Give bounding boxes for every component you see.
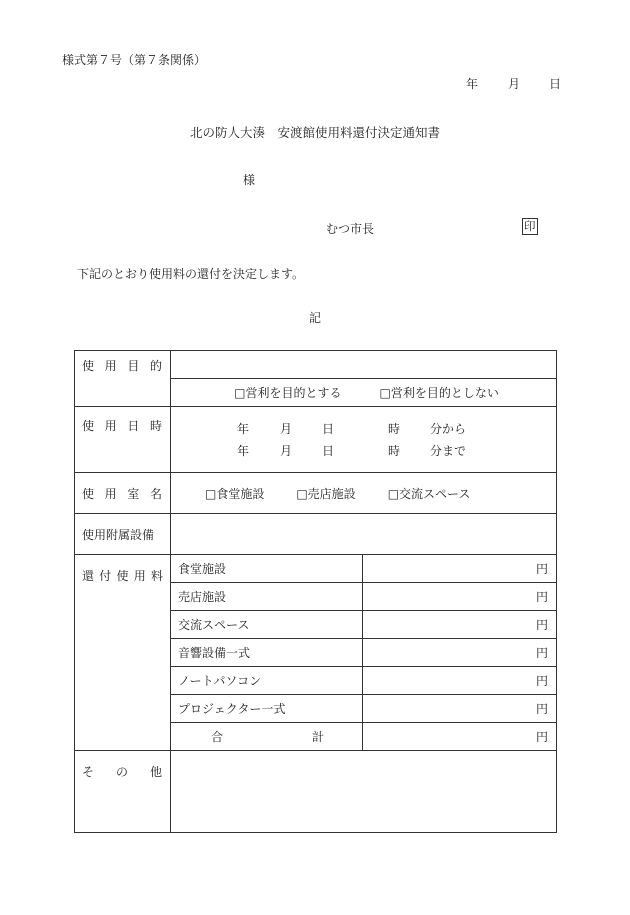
refund-label-char: 用 [133, 569, 146, 583]
seal-mark: 印 [524, 219, 536, 233]
refund-item-amount[interactable]: 円 [363, 639, 557, 667]
to-day: 日 [322, 444, 335, 458]
from-month: 月 [280, 422, 293, 436]
refund-item-name: 食堂施設 [171, 555, 363, 583]
refund-item-name: 売店施設 [171, 583, 363, 611]
datetime-label-char: 時 [149, 419, 162, 433]
purpose-label [75, 351, 171, 407]
datetime-from-line [237, 418, 556, 440]
room-option-dining[interactable]: □食堂施設 [205, 486, 265, 501]
purpose-option-nonprofit[interactable]: □営利を目的としない [379, 386, 499, 400]
room-label-char: 室 [127, 486, 140, 501]
total-label-char: 計 [311, 730, 324, 744]
refund-label-char: 付 [99, 569, 112, 583]
purpose-options-cell [171, 379, 557, 407]
to-hour: 時 [388, 444, 401, 458]
decision-statement: 下記のとおり使用料の還付を決定します。 [77, 267, 305, 281]
room-label-char: 用 [104, 486, 117, 501]
refund-item-amount[interactable]: 円 [363, 695, 557, 723]
datetime-label-char: 使 [82, 419, 95, 433]
other-label [75, 751, 171, 833]
room-label-char: 名 [149, 486, 162, 501]
refund-label-char: 還 [82, 569, 95, 583]
equipment-cell[interactable] [171, 514, 557, 555]
room-label [75, 473, 171, 514]
form-number: 様式第７号（第７条関係） [62, 53, 207, 67]
refund-item-name: 音響設備一式 [171, 639, 363, 667]
from-year: 年 [237, 422, 250, 436]
from-minute: 分から [430, 422, 467, 436]
purpose-text-cell[interactable] [171, 351, 557, 379]
room-label-char: 使 [82, 486, 95, 501]
room-options-cell [171, 473, 557, 514]
datetime-cell[interactable] [171, 407, 557, 473]
purpose-option-profit[interactable]: □営利を目的とする [234, 386, 342, 400]
to-month: 月 [280, 444, 293, 458]
other-cell[interactable] [171, 751, 557, 833]
other-label-char: の [115, 765, 128, 779]
room-option-shop[interactable]: □売店施設 [296, 486, 356, 501]
ki-heading: 記 [309, 311, 322, 325]
addressee-suffix: 様 [243, 173, 256, 187]
total-label-char: 合 [211, 730, 224, 744]
refund-label-char: 料 [150, 569, 163, 583]
datetime-to-line [237, 440, 556, 462]
equipment-label: 使用附属設備 [75, 514, 171, 555]
refund-item-amount[interactable]: 円 [363, 667, 557, 695]
to-minute: 分まで [430, 444, 467, 458]
refund-total-label [171, 723, 363, 751]
date-month: 月 [508, 77, 521, 91]
purpose-label-char: 目 [127, 359, 140, 373]
issuer-name: むつ市長 [326, 222, 375, 236]
refund-item-name: 交流スペース [171, 611, 363, 639]
refund-label-char: 使 [116, 569, 129, 583]
refund-item-amount[interactable]: 円 [363, 583, 557, 611]
from-hour: 時 [388, 422, 401, 436]
datetime-label [75, 407, 171, 473]
datetime-label-char: 用 [104, 419, 117, 433]
datetime-label-char: 日 [127, 419, 140, 433]
to-year: 年 [237, 444, 250, 458]
refund-form-table [74, 350, 557, 833]
room-option-exchange[interactable]: □交流スペース [387, 486, 471, 501]
refund-item-name: ノートパソコン [171, 667, 363, 695]
refund-item-name: プロジェクター一式 [171, 695, 363, 723]
refund-item-amount[interactable]: 円 [363, 555, 557, 583]
purpose-label-char: 的 [149, 359, 162, 373]
date-line [466, 75, 561, 92]
other-label-char: そ [82, 765, 95, 779]
refund-label [75, 555, 171, 751]
document-title: 北の防人大湊 安渡館使用料還付決定通知書 [189, 125, 440, 140]
purpose-label-char: 用 [104, 359, 117, 373]
date-day: 日 [549, 77, 562, 91]
refund-total-amount[interactable]: 円 [363, 723, 557, 751]
refund-item-amount[interactable]: 円 [363, 611, 557, 639]
date-year: 年 [466, 77, 479, 91]
other-label-char: 他 [149, 765, 162, 779]
from-day: 日 [322, 422, 335, 436]
purpose-label-char: 使 [82, 359, 95, 373]
